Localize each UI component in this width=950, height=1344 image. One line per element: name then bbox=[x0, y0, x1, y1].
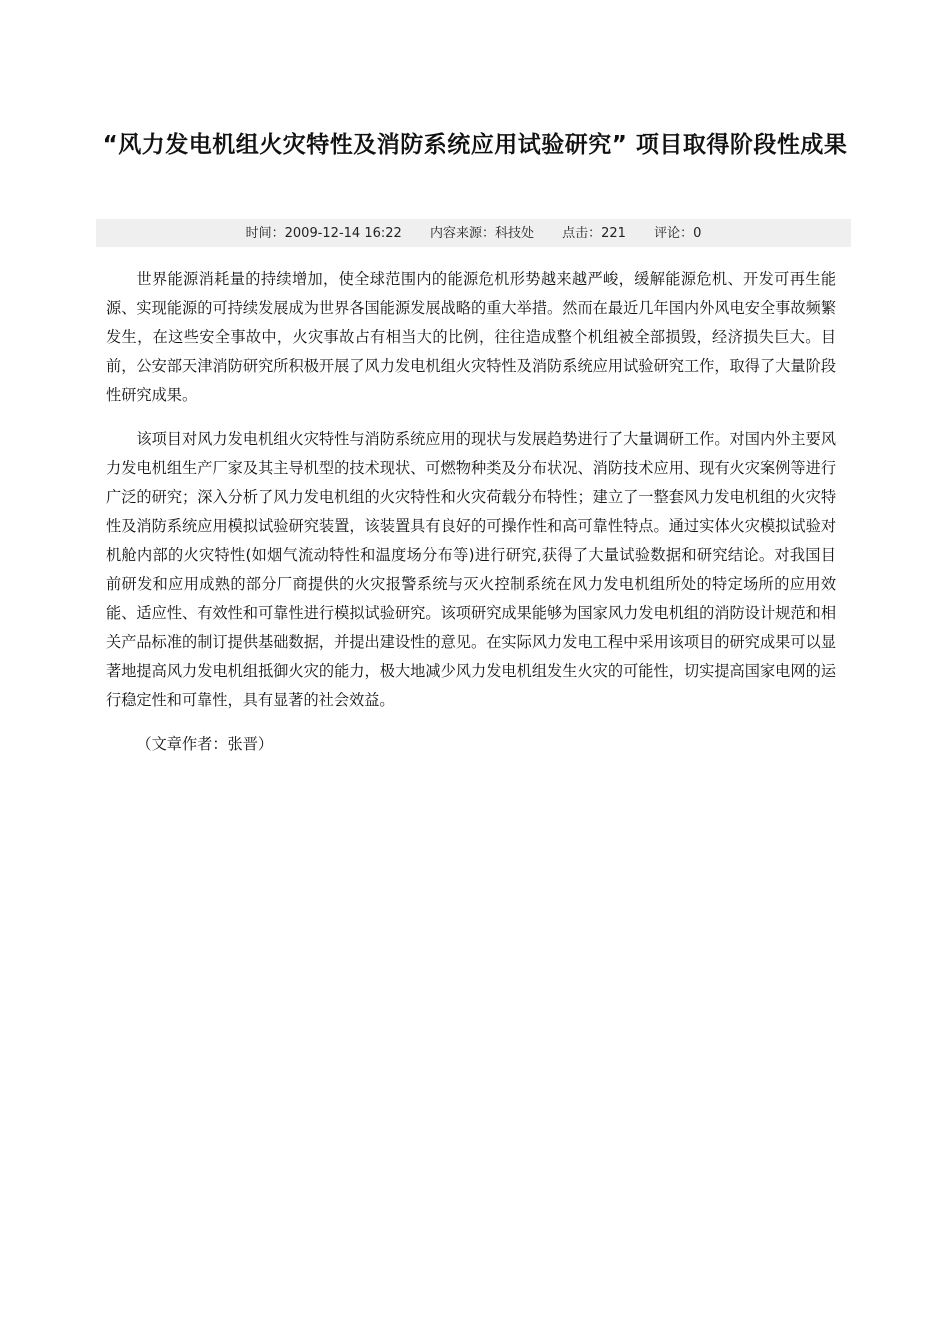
article-paragraph: 世界能源消耗量的持续增加，使全球范围内的能源危机形势越来越严峻，缓解能源危机、开发可再生能源、实现能源的可持续发展成为世界各国能源发展战略的重大举措。然而在最近几年国内外风电安全事故频繁发生，在这些安全事故中，火灾事故占有相当大的比例，往往造成整个机组被全部损毁，经济损失巨大。目前，公安部天津消防研究所积极开展了风力发电机组火灾特性及消防系统应用试验研究工作，取得了大量阶段性研究成果。 bbox=[106, 270, 836, 404]
publish-time: 时间：2009-12-14 16:22 bbox=[245, 226, 402, 241]
article-body bbox=[106, 265, 836, 774]
article-author: （文章作者：张晋） bbox=[136, 735, 274, 753]
article-paragraph: 该项目对风力发电机组火灾特性与消防系统应用的现状与发展趋势进行了大量调研工作。对国内外主要风力发电机组生产厂家及其主导机型的技术现状、可燃物种类及分布状况、消防技术应用、现有火灾案例等进行广泛的研究；深入分析了风力发电机组的火灾特性和火灾荷载分布特性；建立了一整套风力发电机组的火灾特性及消防系统应用模拟试验研究装置，该装置具有良好的可操作性和高可靠性特点。通过实体火灾模拟试验对机舱内部的火灾特性(如烟气流动特性和温度场分布等)进行研究,获得了大量试验数据和研究结论。对我国目前研发和应用成熟的部分厂商提供的火灾报警系统与灭火控制系统在风力发电机组所处的特定场所的应用效能、适应性、有效性和可靠性进行模拟试验研究。该项研究成果能够为国家风力发电机组的消防设计规范和相关产品标准的制订提供基础数据，并提出建设性的意见。在实际风力发电工程中采用该项目的研究成果可以显著地提高风力发电机组抵御火灾的能力，极大地减少风力发电机组发生火灾的可能性，切实提高国家电网的运行稳定性和可靠性，具有显著的社会效益。 bbox=[106, 430, 836, 709]
content-source: 内容来源：科技处 bbox=[429, 226, 534, 241]
click-count: 点击：221 bbox=[562, 226, 626, 241]
comment-count: 评论：0 bbox=[654, 226, 702, 241]
article-title: “风力发电机组火灾特性及消防系统应用试验研究” 项目取得阶段性成果 bbox=[102, 132, 848, 158]
article-meta-bar bbox=[96, 219, 851, 247]
